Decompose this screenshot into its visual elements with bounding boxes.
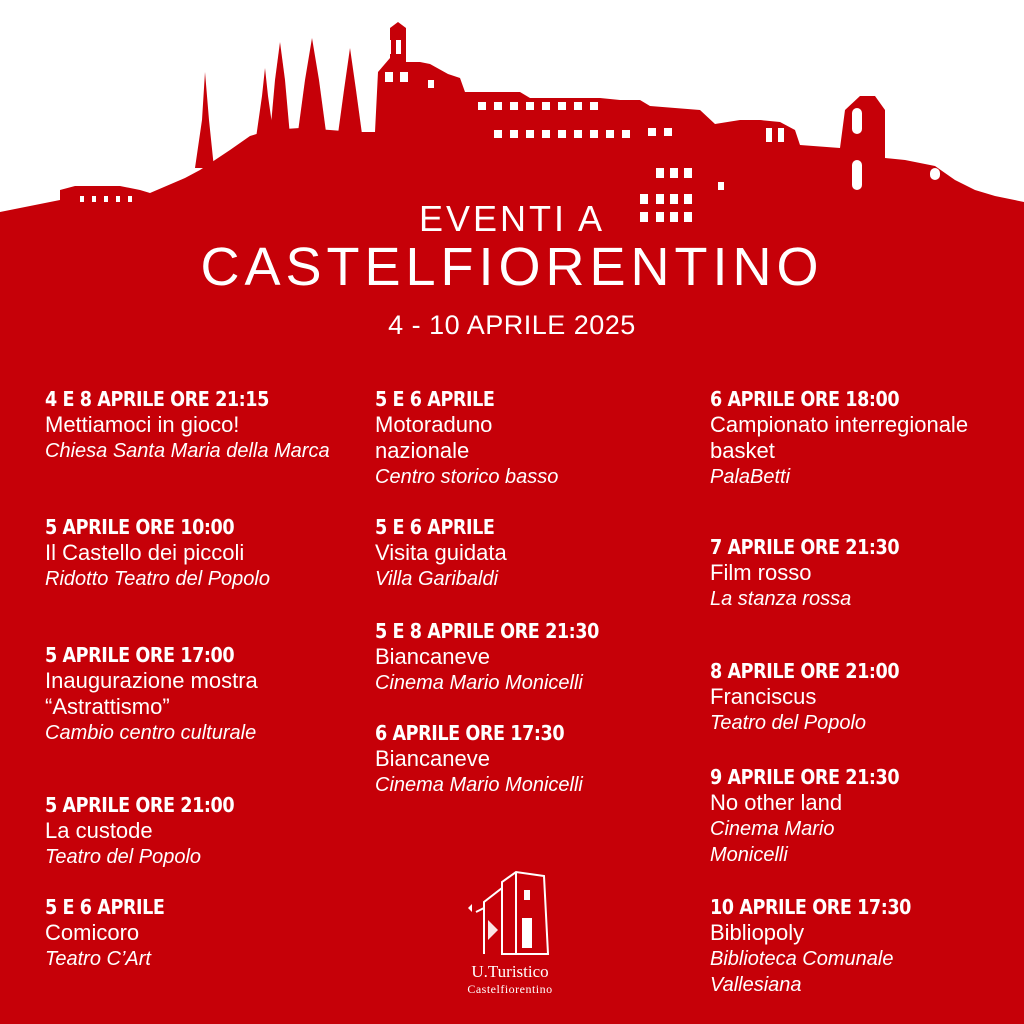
event-venue: Cambio centro culturale [45,722,257,744]
event-date: 6 APRILE ORE 18:00 [710,387,900,411]
ufficio-turistico-logo [440,868,580,1008]
event-date: 4 E 8 APRILE ORE 21:15 [45,387,269,411]
event-item [710,386,1010,490]
event-date: 5 E 6 APRILE [375,515,495,539]
event-venue: PalaBetti [710,466,791,488]
event-date: 8 APRILE ORE 21:00 [710,659,900,683]
event-date: 5 E 8 APRILE ORE 21:30 [375,619,599,643]
event-title: Biancaneve [375,644,490,669]
tower-logo-icon [440,868,580,960]
event-date: 5 APRILE ORE 17:00 [45,643,235,667]
logo-subtitle: Castelfiorentino [467,982,553,996]
event-item [710,764,1010,868]
event-venue: Ridotto Teatro del Popolo [45,568,270,590]
event-venue: Cinema Mario Monicelli [375,672,583,694]
event-date: 6 APRILE ORE 17:30 [375,721,565,745]
event-venue: Cinema Mario Monicelli [375,774,583,796]
title-line-2: CASTELFIORENTINO [200,237,824,297]
event-venue: Teatro del Popolo [45,846,202,868]
event-venue: Teatro C’Art [45,948,151,970]
event-title: Franciscus [710,684,817,709]
event-item [375,514,685,592]
event-venue: Centro storico basso [375,466,559,488]
event-date: 10 APRILE ORE 17:30 [710,895,911,919]
event-title: No other land [710,790,843,815]
event-title: Visita guidata [375,540,507,565]
event-item [375,618,685,696]
event-title: Motoraduno nazionale [375,412,493,463]
event-title: Mettiamoci in gioco! [45,412,240,437]
event-venue: Biblioteca Comunale Vallesiana [710,948,894,996]
event-item [45,642,355,746]
event-venue: Chiesa Santa Maria della Marca [45,440,330,462]
event-item [710,658,1010,736]
event-item [710,534,1010,612]
event-title: Comicoro [45,920,140,945]
event-title: Campionato interregionale basket [710,412,969,463]
event-venue: Teatro del Popolo [710,712,867,734]
title-line-1: EVENTI A [418,198,606,239]
event-date: 5 E 6 APRILE [45,895,165,919]
event-date: 9 APRILE ORE 21:30 [710,765,900,789]
date-range: 4 - 10 APRILE 2025 [388,310,636,340]
event-item [375,720,685,798]
logo-name: U.Turistico [471,962,549,981]
event-date: 5 E 6 APRILE [375,387,495,411]
event-title: Film rosso [710,560,812,585]
event-date: 7 APRILE ORE 21:30 [710,535,900,559]
event-venue: La stanza rossa [710,588,852,610]
event-item [375,386,685,490]
event-item [45,894,355,972]
event-date: 5 APRILE ORE 10:00 [45,515,235,539]
event-item [710,894,1010,998]
event-title: Bibliopoly [710,920,805,945]
event-title: Biancaneve [375,746,490,771]
event-title: Inaugurazione mostra “Astrattismo” [45,668,258,719]
event-title: Il Castello dei piccoli [45,540,245,565]
event-venue: Villa Garibaldi [375,568,499,590]
event-date: 5 APRILE ORE 21:00 [45,793,235,817]
event-title: La custode [45,818,153,843]
event-item [45,514,355,592]
event-item [45,386,355,464]
event-item [45,792,355,870]
event-venue: Cinema Mario Monicelli [710,818,835,866]
